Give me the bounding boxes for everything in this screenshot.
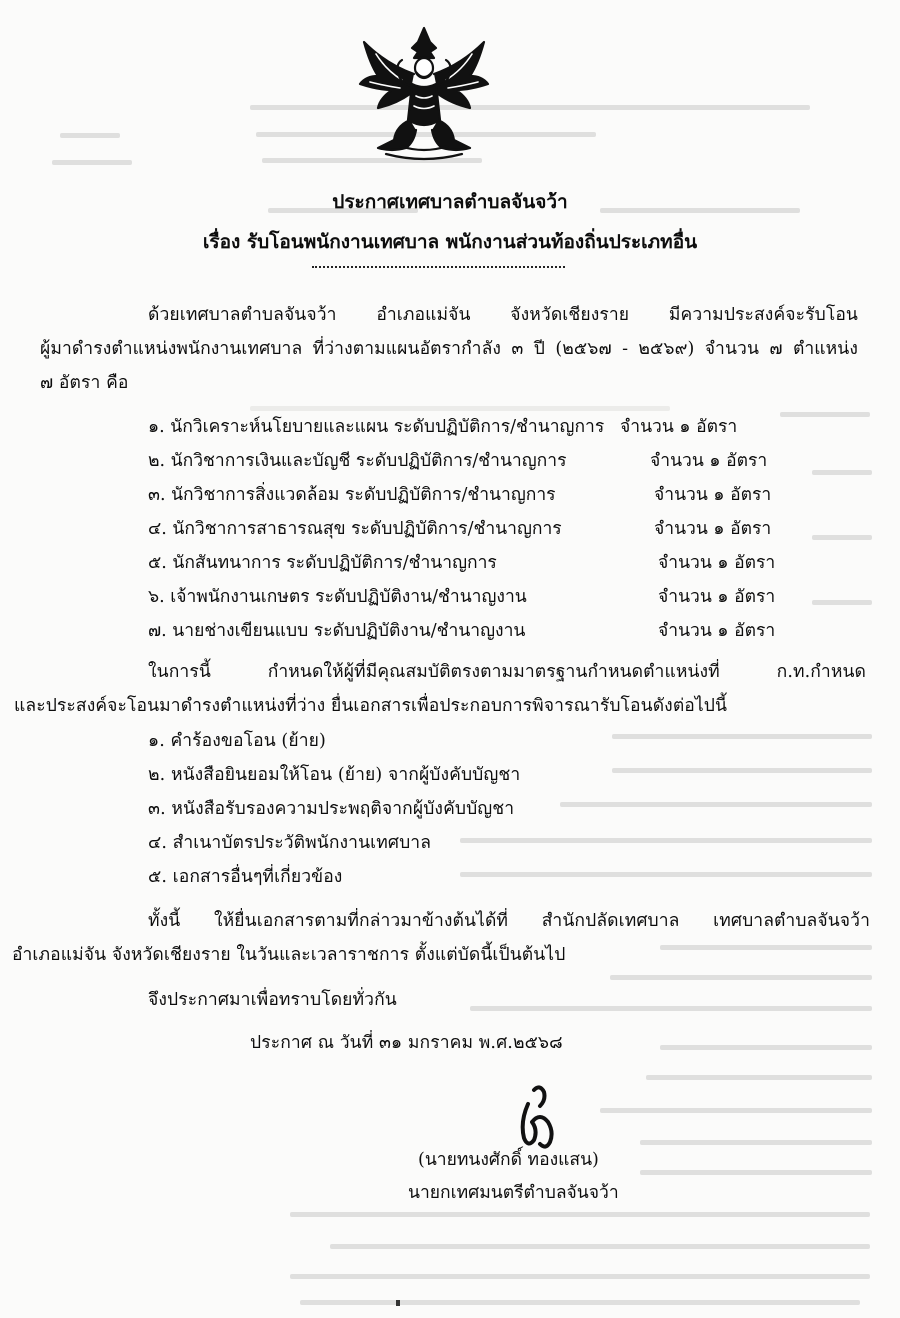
position-name: ๖. เจ้าพนักงานเกษตร ระดับปฏิบัติงาน/ชำนาญงาน (148, 587, 527, 607)
intro-line-2: ผู้มาดำรงตำแหน่งพนักงานเทศบาล ที่ว่างตามแผนอัตรากำลัง ๓ ปี (๒๕๖๗ - ๒๕๖๙) จำนวน ๗ ตำแหน่ง (40, 339, 858, 359)
signature-icon (510, 1082, 562, 1154)
position-count: จำนวน ๑ อัตรา (650, 451, 768, 471)
position-count: จำนวน ๑ อัตรา (654, 485, 772, 505)
announcement-subject: เรื่อง รับโอนพนักงานเทศบาล พนักงานส่วนท้องถิ่นประเภทอื่น (202, 231, 698, 253)
position-name: ๔. นักวิชาการสาธารณสุข ระดับปฏิบัติการ/ชำนาญการ (148, 519, 562, 539)
signer-name: (นายทนงศักดิ์ ทองแสน) (418, 1150, 599, 1170)
position-name: ๗. นายช่างเขียนแบบ ระดับปฏิบัติงาน/ชำนาญงาน (148, 621, 526, 641)
position-count: จำนวน ๑ อัตรา (658, 553, 776, 573)
intro-line-3: ๗ อัตรา คือ (40, 373, 129, 393)
document-item: ๓. หนังสือรับรองความประพฤติจากผู้บังคับบัญชา (148, 799, 515, 819)
intro-line-1: ด้วยเทศบาลตำบลจันจว้า อำเภอแม่จัน จังหวัดเชียงราย มีความประสงค์จะรับโอน (148, 305, 858, 325)
qualification-line-1: ในการนี้ กำหนดให้ผู้ที่มีคุณสมบัติตรงตามมาตรฐานกำหนดตำแหน่งที่ ก.ท.กำหนด (148, 662, 866, 682)
garuda-emblem-icon (356, 24, 492, 162)
qualification-line-2: และประสงค์จะโอนมาดำรงตำแหน่งที่ว่าง ยื่นเอกสารเพื่อประกอบการพิจารณารับโอนดังต่อไปนี้ (14, 696, 728, 716)
position-count: จำนวน ๑ อัตรา (658, 587, 776, 607)
document-item: ๔. สำเนาบัตรประวัติพนักงานเทศบาล (148, 833, 432, 853)
announcement-date: ประกาศ ณ วันที่ ๓๑ มกราคม พ.ศ.๒๕๖๘ (250, 1033, 563, 1053)
position-name: ๑. นักวิเคราะห์นโยบายและแผน ระดับปฏิบัติการ/ชำนาญการ (148, 417, 605, 437)
document-item: ๑. คำร้องขอโอน (ย้าย) (148, 731, 326, 751)
submission-line-1: ทั้งนี้ ให้ยื่นเอกสารตามที่กล่าวมาข้างต้นได้ที่ สำนักปลัดเทศบาล เทศบาลตำบลจันจว้า (148, 911, 870, 931)
announcement-title: ประกาศเทศบาลตำบลจันจว้า (332, 191, 568, 213)
position-name: ๓. นักวิชาการสิ่งแวดล้อม ระดับปฏิบัติการ/ชำนาญการ (148, 485, 556, 505)
page-mark (396, 1300, 400, 1306)
signer-title: นายกเทศมนตรีตำบลจันจว้า (408, 1183, 619, 1203)
position-count: จำนวน ๑ อัตรา (620, 417, 738, 437)
position-name: ๒. นักวิชาการเงินและบัญชี ระดับปฏิบัติการ/ชำนาญการ (148, 451, 567, 471)
position-count: จำนวน ๑ อัตรา (658, 621, 776, 641)
document-item: ๕. เอกสารอื่นๆที่เกี่ยวข้อง (148, 867, 343, 887)
document-item: ๒. หนังสือยินยอมให้โอน (ย้าย) จากผู้บังคับบัญชา (148, 765, 521, 785)
closing-text: จึงประกาศมาเพื่อทราบโดยทั่วกัน (148, 990, 397, 1010)
position-name: ๕. นักสันทนาการ ระดับปฏิบัติการ/ชำนาญการ (148, 553, 497, 573)
submission-line-2: อำเภอแม่จัน จังหวัดเชียงราย ในวันและเวลาราชการ ตั้งแต่บัดนี้เป็นต้นไป (12, 945, 566, 965)
position-count: จำนวน ๑ อัตรา (654, 519, 772, 539)
title-dotted-rule (312, 266, 565, 268)
